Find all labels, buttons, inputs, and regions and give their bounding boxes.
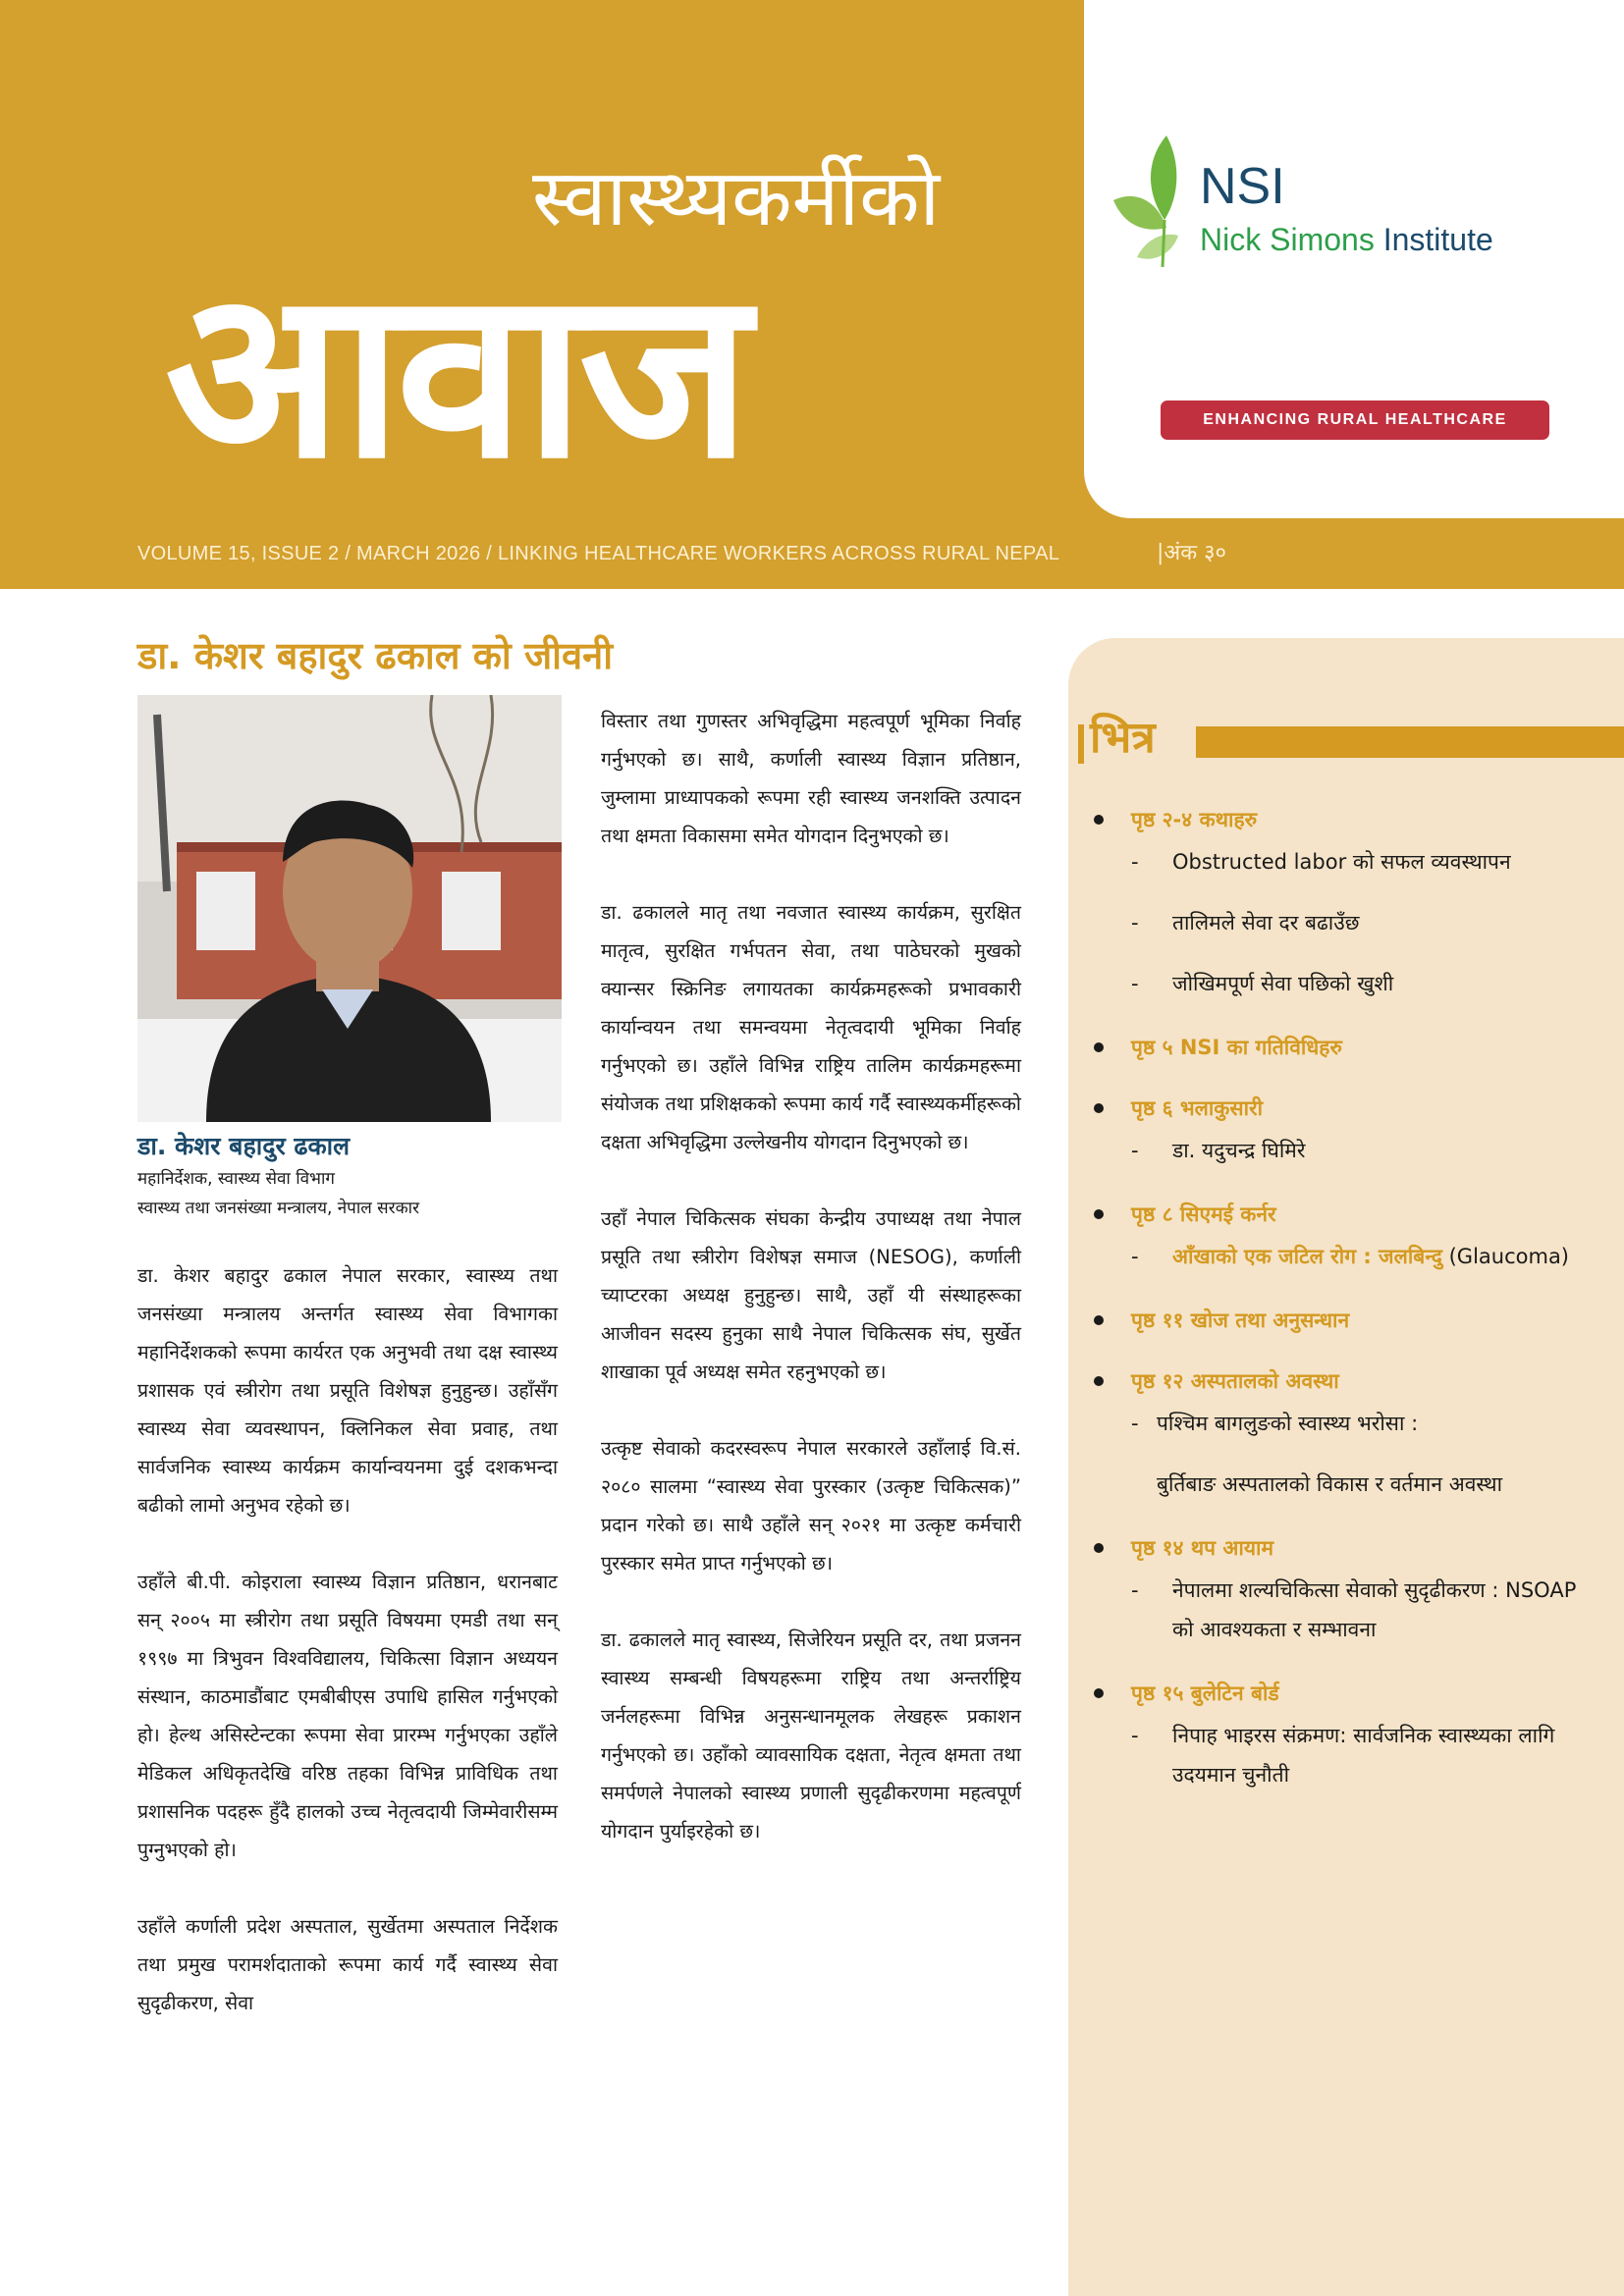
toc-item[interactable]: [1088, 1192, 1579, 1276]
logo-name: [1200, 220, 1493, 259]
heading-bar-right: [1196, 726, 1624, 758]
toc-sublist: [1131, 1404, 1579, 1504]
paragraph: डा. केशर बहादुर ढकाल नेपाल सरकार, स्वास्थ्य तथा जनसंख्या मन्त्रालय अन्तर्गत स्वास्थ्य सेवा विभागका महानिर्देशकको रूपमा कार्यरत एक अनुभवी तथा दक्ष स्वास्थ्य प्रशासक एवं स्त्रीरोग तथा प्रसूति विशेषज्ञ हुनुहुन्छ। उहाँसँग स्वास्थ्य सेवा व्यवस्थापन, क्लिनिकल सेवा प्रवाह, तथा सार्वजनिक स्वास्थ्य कार्यक्रम कार्यान्वयनमा दुई दशकभन्दा बढीको लामो अनुभव रहेको छ।: [137, 1264, 558, 1517]
portrait-image: [137, 695, 562, 1122]
toc-item-label[interactable]: पृष्ठ ८ सिएमई कर्नर: [1088, 1192, 1579, 1237]
leaf-icon: [1108, 130, 1196, 277]
toc-subitem[interactable]: - निपाह भाइरस संक्रमण: सार्वजनिक स्वास्थ्यका लागि उदयमान चुनौती: [1131, 1724, 1555, 1787]
paragraph: उहाँले बी.पी. कोइराला स्वास्थ्य विज्ञान प्रतिष्ठान, धरानबाट सन् २००५ मा स्त्रीरोग तथा प्रसूति विषयमा एमडी तथा सन् १९९७ मा त्रिभुवन विश्वविद्यालय, चिकित्सा विज्ञान अध्ययन संस्थान, काठमाडौंबाट एमबीबीएस उपाधि हासिल गर्नुभएको हो। हेल्थ असिस्टेन्टका रूपमा सेवा प्रारम्भ गर्नुभएका उहाँले मेडिकल अधिकृतदेखि वरिष्ठ तहका विभिन्न प्राविधिक तथा प्रशासनिक पदहरू हुँदै हालको उच्च नेतृत्वदायी जिम्मेवारीसम्म पुग्नुभएको हो।: [137, 1571, 558, 1861]
paragraph: उहाँले कर्णाली प्रदेश अस्पताल, सुर्खेतमा अस्पताल निर्देशक तथा प्रमुख परामर्शदाताको रूपमा कार्य गर्दै स्वास्थ्य सेवा सुदृढीकरण, सेवा: [137, 1915, 558, 2014]
logo-name-part2: Institute: [1374, 222, 1493, 257]
toc-subitem[interactable]: बुर्तिबाङ अस्पतालको विकास र वर्तमान अवस्था: [1157, 1472, 1503, 1496]
toc-item[interactable]: [1088, 1671, 1579, 1794]
paragraph: डा. ढकालले मातृ स्वास्थ्य, सिजेरियन प्रसूति दर, तथा प्रजनन स्वास्थ्य सम्बन्धी विषयहरूमा राष्ट्रिय तथा अन्तर्राष्ट्रिय जर्नलहरूमा विभिन्न अनुसन्धानमूलक लेखहरू प्रकाशन गर्नुभएको छ। उहाँको व्यावसायिक दक्षता, नेतृत्व क्षमता तथा समर्पणले नेपालको स्वास्थ्य प्रणाली सुदृढीकरणमा महत्वपूर्ण योगदान पुर्याइरहेको छ।: [601, 1629, 1021, 1842]
article-column-middle: [601, 702, 1021, 1850]
heading-bar-left: [1078, 724, 1084, 764]
nsi-logo[interactable]: [1108, 130, 1520, 277]
bullet-icon: [1094, 1042, 1104, 1052]
caption-title: महानिर्देशक, स्वास्थ्य सेवा विभाग: [137, 1169, 335, 1189]
toc-subitem[interactable]: - डा. यदुचन्द्र घिमिरे: [1131, 1139, 1306, 1162]
toc-item-label[interactable]: पृष्ठ १४ थप आयाम: [1088, 1525, 1579, 1571]
toc-item[interactable]: [1088, 1525, 1579, 1649]
toc-subitem[interactable]: - आँखाको एक जटिल रोग : जलबिन्दु (Glaucoma): [1131, 1245, 1570, 1268]
bullet-icon: [1094, 1543, 1104, 1553]
tagline-badge: ENHANCING RURAL HEALTHCARE: [1161, 400, 1549, 440]
photo-caption: [137, 1129, 569, 1223]
toc-subitem[interactable]: - Obstructed labor को सफल व्यवस्थापन: [1131, 850, 1511, 874]
bullet-icon: [1094, 1209, 1104, 1219]
bullet-icon: [1094, 1688, 1104, 1698]
article-headline: डा. केशर बहादुर ढकाल को जीवनी: [137, 634, 614, 677]
logo-name-part1: Nick Simons: [1200, 222, 1375, 257]
toc-item-label[interactable]: पृष्ठ १२ अस्पतालको अवस्था: [1088, 1359, 1579, 1404]
logo-abbreviation: NSI: [1200, 158, 1285, 215]
issue-line: VOLUME 15, ISSUE 2 / MARCH 2026 / LINKING HEALTHCARE WORKERS ACROSS RURAL NEPAL: [137, 543, 1060, 564]
caption-org: स्वास्थ्य तथा जनसंख्या मन्त्रालय, नेपाल सरकार: [137, 1199, 420, 1218]
toc-subitem[interactable]: - जोखिमपूर्ण सेवा पछिको खुशी: [1131, 972, 1394, 995]
toc-sublist: [1131, 1131, 1579, 1170]
toc-sublist: [1131, 1571, 1579, 1649]
bullet-icon: [1094, 1103, 1104, 1113]
toc-item-label[interactable]: पृष्ठ १५ बुलेटिन बोर्ड: [1088, 1671, 1579, 1716]
toc-sublist: [1131, 842, 1579, 1003]
toc-item[interactable]: [1088, 1025, 1579, 1070]
masthead-subtitle: स्वास्थ्यकर्मीको: [532, 152, 941, 243]
toc-item-label[interactable]: पृष्ठ २-४ कथाहरु: [1088, 797, 1579, 842]
toc-item-label[interactable]: पृष्ठ ६ भलाकुसारी: [1088, 1086, 1579, 1131]
paragraph: डा. ढकालले मातृ तथा नवजात स्वास्थ्य कार्यक्रम, सुरक्षित मातृत्व, सुरक्षित गर्भपतन सेवा, तथा पाठेघरको मुखको क्यान्सर स्क्रिनिङ लगायतका कार्यक्रमहरूको प्रभावकारी कार्यान्वयन तथा समन्वयमा नेतृत्वदायी भूमिका निर्वाह गर्नुभएको छ। उहाँले विभिन्न राष्ट्रिय तालिम कार्यक्रमहरूमा संयोजक तथा प्रशिक्षकको रूपमा कार्य गर्दै स्वास्थ्यकर्मीहरूको दक्षता अभिवृद्धिमा उल्लेखनीय योगदान दिनुभएको छ।: [601, 901, 1021, 1153]
bullet-icon: [1094, 1376, 1104, 1386]
sidebar-heading: भित्र: [1090, 713, 1156, 763]
bullet-icon: [1094, 815, 1104, 825]
toc-item[interactable]: [1088, 1359, 1579, 1504]
toc-sublist: [1131, 1716, 1579, 1794]
toc-item[interactable]: [1088, 1086, 1579, 1170]
toc-subitem[interactable]: - पश्चिम बागलुङको स्वास्थ्य भरोसा :: [1131, 1412, 1419, 1435]
contents-list: [1088, 797, 1579, 1816]
bullet-icon: [1094, 1315, 1104, 1325]
paragraph: विस्तार तथा गुणस्तर अभिवृद्धिमा महत्वपूर्ण भूमिका निर्वाह गर्नुभएको छ। साथै, कर्णाली स्वास्थ्य विज्ञान प्रतिष्ठान, जुम्लामा प्राध्यापकको रूपमा रही स्वास्थ्य जनशक्ति उत्पादन तथा क्षमता विकासमा समेत योगदान दिनुभएको छ।: [601, 710, 1021, 847]
toc-item[interactable]: [1088, 1298, 1579, 1343]
toc-sublist: [1131, 1237, 1579, 1276]
masthead: [0, 0, 1624, 589]
toc-subitem[interactable]: - तालिमले सेवा दर बढाउँछ: [1131, 911, 1360, 934]
article-column-left: [137, 1256, 558, 2022]
toc-subitem[interactable]: - नेपालमा शल्यचिकित्सा सेवाको सुदृढीकरण : NSOAP को आवश्यकता र सम्भावना: [1131, 1578, 1577, 1641]
toc-item-label[interactable]: पृष्ठ ११ खोज तथा अनुसन्धान: [1088, 1298, 1579, 1343]
toc-item-label[interactable]: पृष्ठ ५ NSI का गतिविधिहरु: [1088, 1025, 1579, 1070]
paragraph: उहाँ नेपाल चिकित्सक संघका केन्द्रीय उपाध्यक्ष तथा नेपाल प्रसूति तथा स्त्रीरोग विशेषज्ञ समाज (NESOG), कर्णाली च्याप्टरका अध्यक्ष हुनुहुन्छ। साथै, उहाँ यी संस्थाहरूका आजीवन सदस्य हुनुका साथै नेपाल चिकित्सक संघ, सुर्खेत शाखाका पूर्व अध्यक्ष समेत रहनुभएको छ।: [601, 1207, 1021, 1383]
toc-item[interactable]: [1088, 797, 1579, 1003]
portrait-photo: [137, 695, 562, 1122]
issue-number: |अंक ३०: [1157, 541, 1226, 565]
caption-name: डा. केशर बहादुर ढकाल: [137, 1132, 351, 1160]
paragraph: उत्कृष्ट सेवाको कदरस्वरूप नेपाल सरकारले उहाँलाई वि.सं. २०८० सालमा “स्वास्थ्य सेवा पुरस्कार (उत्कृष्ट चिकित्सक)” प्रदान गरेको छ। साथै उहाँले सन् २०२१ मा उत्कृष्ट कर्मचारी पुरस्कार समेत प्राप्त गर्नुभएको छ।: [601, 1437, 1021, 1575]
masthead-title: आवाज: [165, 237, 745, 509]
